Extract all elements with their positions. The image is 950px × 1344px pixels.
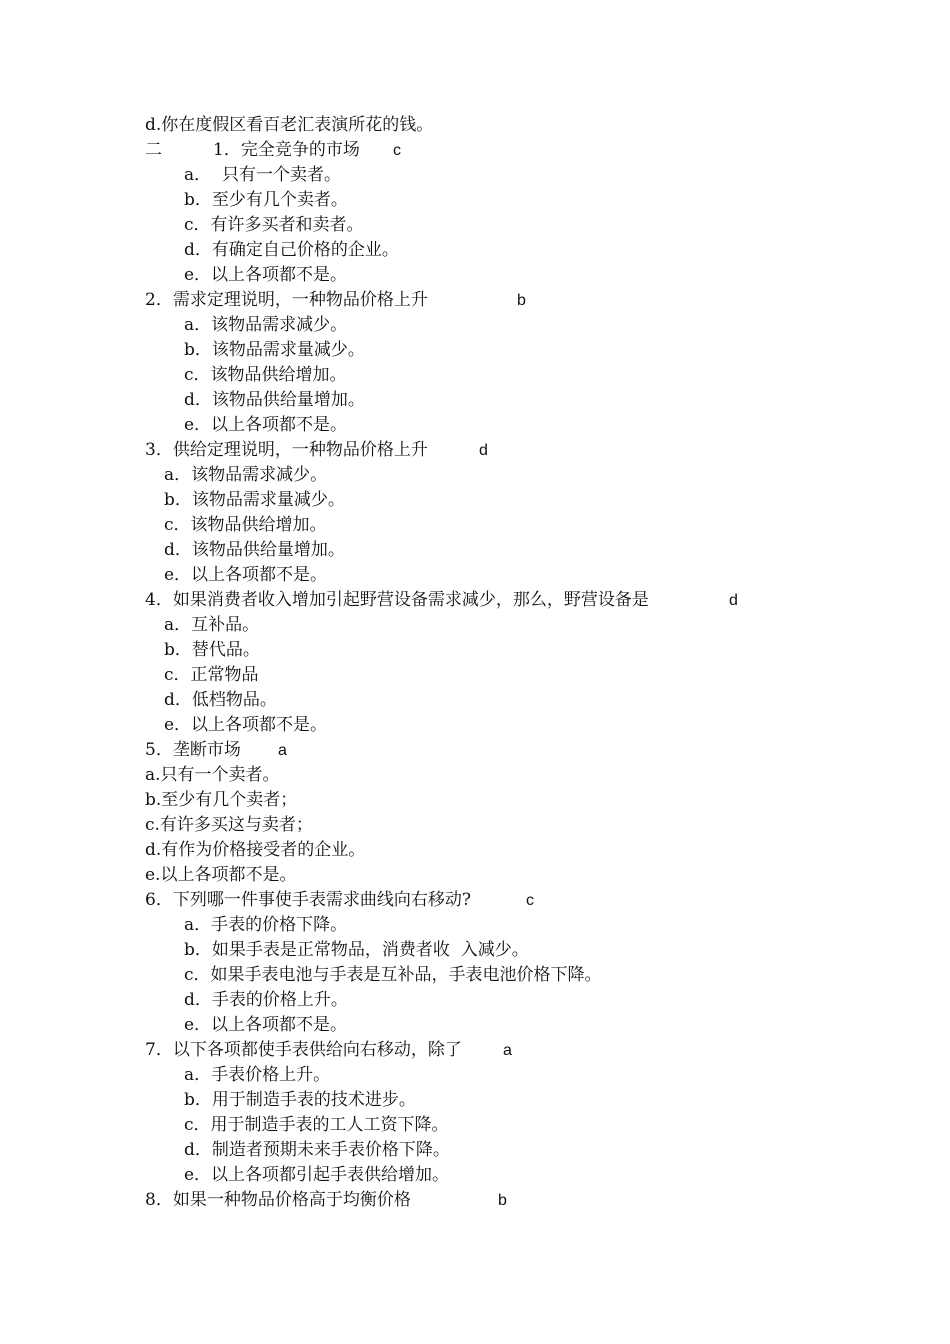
- option-b: b．用于制造手表的技术进步。: [184, 1090, 416, 1110]
- option-c: c．有许多买者和卖者。: [184, 215, 364, 235]
- answer-1: c: [393, 142, 401, 159]
- option-d: d．该物品供给量增加。: [164, 540, 345, 560]
- question-1: 二 1．完全竞争的市场: [145, 140, 360, 160]
- option-b: b．替代品。: [164, 640, 260, 660]
- answer-5: a: [278, 742, 287, 759]
- option-e: e.以上各项都不是。: [145, 865, 297, 885]
- option-e: e．以上各项都引起手表供给增加。: [184, 1165, 450, 1185]
- option-c: c.有许多买这与卖者；: [145, 815, 313, 835]
- option-a: a．手表价格上升。: [184, 1065, 331, 1085]
- text-line: d.你在度假区看百老汇表演所花的钱。: [145, 115, 434, 135]
- answer-6: c: [526, 892, 534, 909]
- question-5: 5．垄断市场: [145, 740, 241, 760]
- answer-4: d: [729, 592, 738, 609]
- option-e: e．以上各项都不是。: [164, 565, 328, 585]
- question-7: 7．以下各项都使手表供给向右移动，除了: [145, 1040, 462, 1060]
- option-a: a． 只有一个卖者。: [184, 165, 341, 185]
- option-b: b.至少有几个卖者；: [145, 790, 298, 810]
- answer-8: b: [498, 1192, 507, 1209]
- option-c: c．正常物品: [164, 665, 259, 685]
- answer-3: d: [479, 442, 488, 459]
- question-8: 8．如果一种物品价格高于均衡价格: [145, 1190, 411, 1210]
- option-c: c．该物品供给增加。: [164, 515, 327, 535]
- option-a: a．互补品。: [164, 615, 260, 635]
- option-d: d．制造者预期未来手表价格下降。: [184, 1140, 450, 1160]
- option-c: c．如果手表电池与手表是互补品，手表电池价格下降。: [184, 965, 602, 985]
- option-e: e．以上各项都不是。: [184, 415, 348, 435]
- question-2: 2．需求定理说明，一种物品价格上升: [145, 290, 428, 310]
- option-c: c．用于制造手表的工人工资下降。: [184, 1115, 449, 1135]
- option-e: e．以上各项都不是。: [184, 265, 348, 285]
- option-d: d．手表的价格上升。: [184, 990, 348, 1010]
- option-d: d．低档物品。: [164, 690, 277, 710]
- option-e: e．以上各项都不是。: [184, 1015, 348, 1035]
- answer-2: b: [517, 292, 526, 309]
- option-c: c．该物品供给增加。: [184, 365, 347, 385]
- option-b: b．该物品需求量减少。: [184, 340, 365, 360]
- option-a: a．该物品需求减少。: [184, 315, 348, 335]
- option-b: b．该物品需求量减少。: [164, 490, 345, 510]
- question-6: 6．下列哪一件事使手表需求曲线向右移动?: [145, 890, 471, 910]
- answer-7: a: [503, 1042, 512, 1059]
- option-b: b．如果手表是正常物品，消费者收 入减少。: [184, 940, 529, 960]
- question-4: 4．如果消费者收入增加引起野营设备需求减少，那么，野营设备是: [145, 590, 649, 610]
- option-d: d.有作为价格接受者的企业。: [145, 840, 366, 860]
- option-e: e．以上各项都不是。: [164, 715, 328, 735]
- option-d: d．该物品供给量增加。: [184, 390, 365, 410]
- option-a: a．手表的价格下降。: [184, 915, 348, 935]
- option-a: a.只有一个卖者。: [145, 765, 280, 785]
- question-3: 3．供给定理说明，一种物品价格上升: [145, 440, 428, 460]
- option-a: a．该物品需求减少。: [164, 465, 328, 485]
- option-d: d．有确定自己价格的企业。: [184, 240, 399, 260]
- option-b: b．至少有几个卖者。: [184, 190, 348, 210]
